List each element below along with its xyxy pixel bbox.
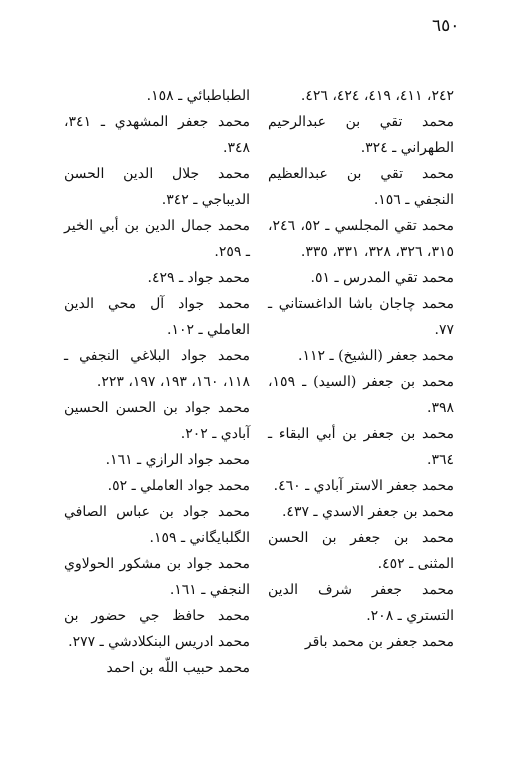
index-entry: محمد تقي المجلسي ـ ٥٢، ٢٤٦، ٣١٥، ٣٢٦، ٣٢٨، ٣٣١، ٣٣٥.: [268, 218, 455, 260]
index-entry: محمد حافظ جي حضور بن محمد ادريس البنكلادشي ـ ٢٧٧.: [64, 608, 250, 650]
index-entry: محمد جواد الرازي ـ ١٦١.: [105, 452, 250, 468]
index-entry: محمد جواد ـ ٤٢٩.: [147, 270, 250, 286]
page-number: ٦٥٠: [432, 16, 460, 36]
index-entry: محمد بن جعفر الاسدي ـ ٤٣٧.: [281, 504, 454, 520]
index-entry: محمد بن جعفر (السيد) ـ ١٥٩، ٣٩٨.: [268, 374, 454, 416]
index-entry: محمد جواد بن مشكور الحولاوي النجفي ـ ١٦١.: [64, 556, 250, 598]
index-entry: الطباطبائي ـ ١٥٨.: [146, 88, 250, 104]
index-entry: ٢٤٢، ٤١١، ٤١٩، ٤٢٤، ٤٢٦.: [300, 88, 454, 104]
index-entry: محمد حبيب اللّه بن احمد: [106, 660, 250, 676]
index-entry: محمد جعفر شرف الدين التستري ـ ٢٠٨.: [268, 582, 454, 624]
index-entry: محمد جعفر بن محمد باقر: [304, 634, 454, 650]
index-entry: محمد جعفر المشهدي ـ ٣٤١، ٣٤٨.: [64, 114, 250, 156]
index-entry: محمد جواد بن الحسن الحسين آبادي ـ ٢٠٢.: [64, 400, 250, 442]
index-entry: محمد جعفر الاستر آبادي ـ ٤٦٠.: [273, 478, 454, 494]
index-entry: محمد جواد بن عباس الصافي الگلبايگاني ـ ١٥٩.: [64, 504, 250, 546]
index-column-left: [64, 83, 250, 681]
index-column-right: [268, 83, 454, 655]
index-entry: محمد جمال الدين بن أبي الخير ـ ٢٥٩.: [64, 218, 250, 260]
index-entry: محمد جعفر (الشيخ) ـ ١١٢.: [298, 348, 454, 364]
index-entry: محمد بن جعفر بن أبي البقاء ـ ٣٦٤.: [268, 426, 454, 468]
index-entry: محمد تقي بن عبدالعظيم النجفي ـ ١٥٦.: [268, 166, 454, 208]
index-entry: محمد چاجان باشا الداغستاني ـ ٧٧.: [268, 296, 454, 338]
index-entry: محمد بن جعفر بن الحسن المثنى ـ ٤٥٢.: [268, 530, 454, 572]
index-entry: محمد جواد العاملي ـ ٥٢.: [107, 478, 250, 494]
index-entry: محمد تقي المدرس ـ ٥١.: [310, 270, 454, 286]
index-entry: محمد جواد البلاغي النجفي ـ ١١٨، ١٦٠، ١٩٣، ١٩٧، ٢٢٣.: [64, 348, 250, 390]
index-entry: محمد تقي بن عبدالرحيم الطهراني ـ ٣٢٤.: [268, 114, 454, 156]
index-entry: محمد جلال الدين الحسن الديباجي ـ ٣٤٢.: [64, 166, 250, 208]
index-entry: محمد جواد آل محي الدين العاملي ـ ١٠٢.: [64, 296, 250, 338]
